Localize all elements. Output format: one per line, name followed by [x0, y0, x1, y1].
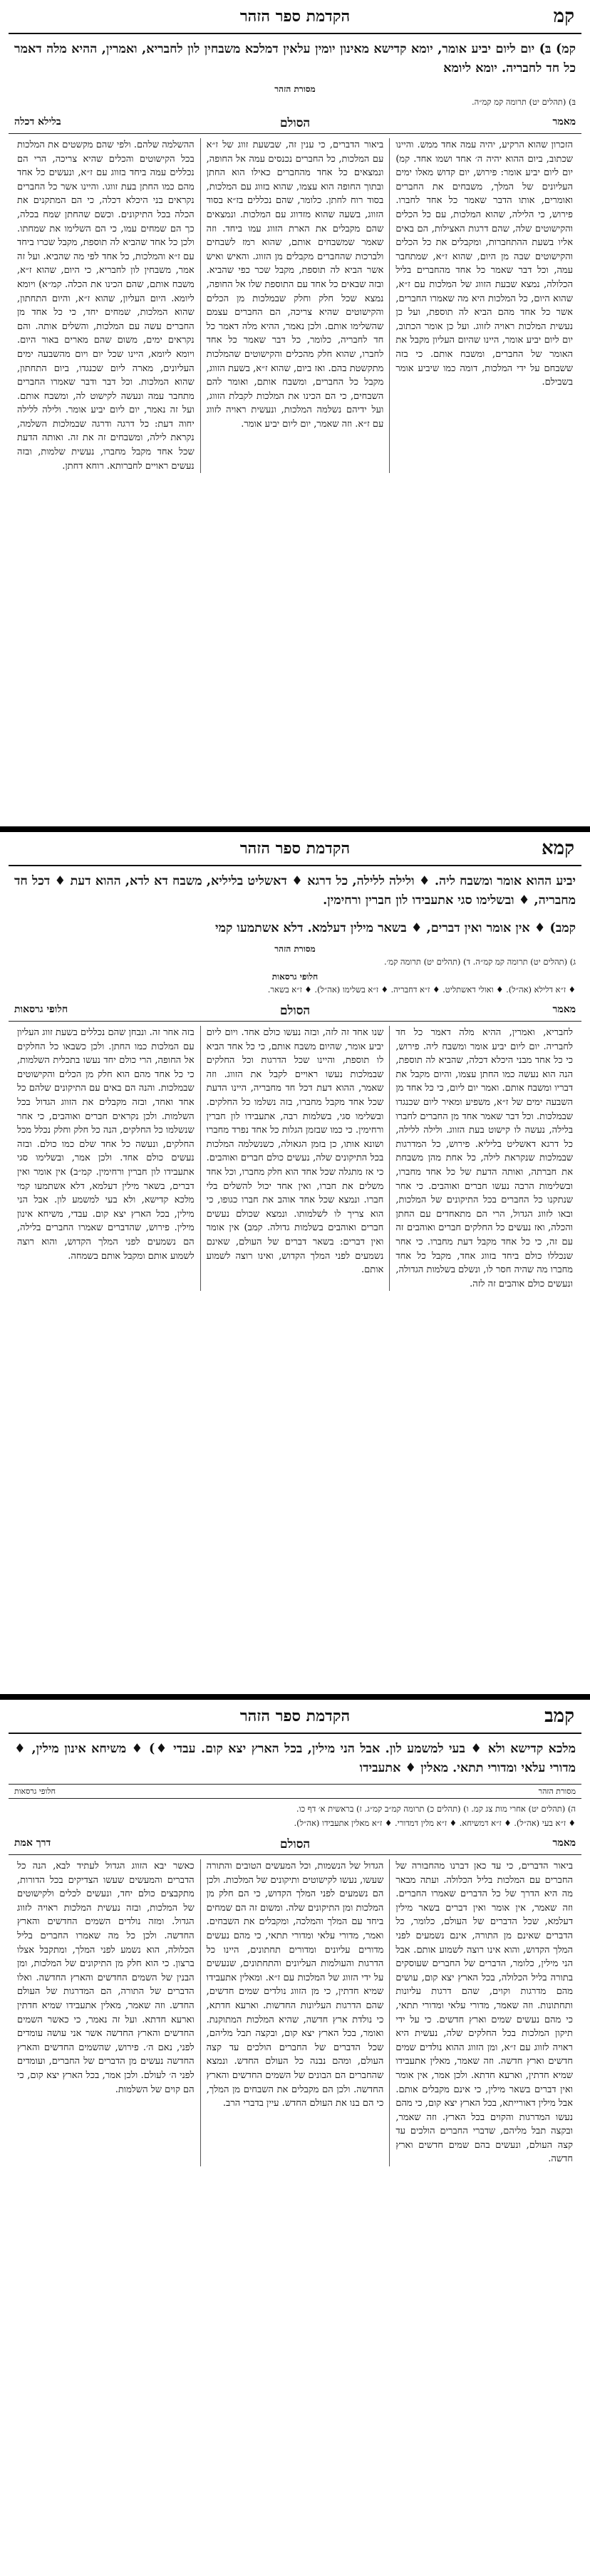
page-3 — [0, 1700, 590, 2576]
page-title: הקדמת ספר הזהר — [239, 1707, 351, 1725]
masoret-title: מסורת הזהר — [538, 1787, 576, 1796]
zohar-text-2: קמב) ♦ אין אומר ואין דברים, ♦ בשאר מילין דעלמא. דלא אשתמעו קמי — [214, 921, 576, 935]
masoret-ref: ג) (תהלים יט) תרומה קמ קמ״ה. ד) (תהלים יט) תרומה קמ׳. — [383, 957, 576, 967]
zohar-text: קמ) בּ) יום ליום יביע אומר, יומא קדישא מאינון יומין עלאין דמלכא משבחין לון לחבריא, ואמרין, ההיא מלה דאמר כל חד לחבריה. יומא ליומא — [14, 42, 576, 76]
page-number: קמא — [541, 838, 574, 859]
col-head-right: מאמר — [552, 1004, 576, 1015]
page-header — [9, 0, 581, 34]
masoret-title: מסורת הזהר — [274, 944, 316, 954]
page-title: הקדמת ספר הזהר — [239, 7, 351, 26]
page-divider — [0, 1694, 590, 1700]
zohar-text: מלכא קדישא ולא ♦ בעי למשמע לון. אבל הני מילין, בכל הארץ יצא קום. עבדי ♦) ♦ משיחא אינון מילין, ♦ מדורי עלאי ומדורי תתאי. מאלין ♦ אתעבידו — [14, 1742, 576, 1775]
commentary-col-left: בזה אחר זה. ונבחן שהם נכללים בשעת זווג העליון עם המלכות כמו החתן. ולכן כשבאו כל החלקים אל החופה, הרי כולם יחד נעשו בתכלית השלמות, כי כל אחד מהם הוא חלק מן הכלים והקישוטים שבמלכות. והנה הם באים עם התיקונים שלהם כל אחד ואחד, ובזה מקבלים את הזווג הגדול בכל השלמות. ולכן נקראים חברים ואוהבים, כי אחר שנשלמו כל החלקים, הנה כל חלק וחלק נכלל מכל החלקים, ונעשה כל אחד שלם כמו כולם. ובזה נעשים כולם אחד. ולכן אמר, ובשלימו סגי אתעבידו לון חברין ורחימין. קמ״ב) אין אומר ואין דברים, בשאר מילין דעלמא, דלא אשתמעו קמי מלכא קדישא, ולא בעי למשמע לון. אבל הני מילין, בכל הארץ יצא קום. עבדי, משיחא אינון מילין. פירוש, שהדברים שאמרו החברים בלילה, הם נשמעים לפני המלך הקדוש, והוא רוצה לשמוע אותם ומקבל אותם בשמחה. — [11, 1026, 201, 1291]
commentary-col-left: ההשלמה שלהם. ולפי שהם מקשטים את המלכות בכל הקישוטים והכלים שהיא צריכה, הרי הם נכללים עמה ביחד בזווג עם ז״א, ונעשים כל אחד מהם כמו החתן בעת זווגו. והיינו אשר כל החברים נקראים בני היכלא דכלה, כי הם המתקנים את הכלה בכל התיקונים. וכשם שהחתן שמח בכלה, כך הם שמחים עמו, כי הם השלימו את שמחתו. ולכן כל אחד שהביא לה תוספת, מקבל שכרו ביחד עם ז״א והמלכות, כל אחד לפי מה שהביא. ועל זה אמר, משבחין לון לחבריא, כי היום, שהוא ז״א, משבח אותם, שהם הכינו את הכלה. קמ״א) ויומא ליומא. היום העליון, שהוא ז״א, והיום התחתון, שהוא המלכות, שמחים יחד, כי כל אחד מן החברים עשה עם המלכות, והשלים אותה. והם נקראים ימים, משום שהם מארים באור היום. ויומא ליומא, היינו שכל יום ויום מהשבעה ימים העליונים, מארה ליום שכנגדו, ביום התחתון, שהוא המלכות. וכל דבר ודבר שאמרו החברים מתחבר עמה ונעשה לקישוט לה, ומשבח אותם. ועל זה נאמר, יום ליום יביע אומר. ולילה ללילה יחוה דעת: כל דרגה ודרגה שבמלכות השלמה, נקראת לילה, ומשבחים זה את זה. ואותה הדעת שכל אחד מקבל מחברו, נעשית שלמות, ובזה נעשים ראויים לחברותא. רוחא דחתן. — [11, 138, 201, 473]
col-head-mid: הסולם — [279, 1837, 311, 1852]
commentary-col-right: לחבריא, ואמרין, ההיא מלה דאמר כל חד לחבריה. יום ליום יביע אומר ומשבח ליה. פירוש, כי כל אחד מבני היכלא דכלה, שהביא לה תוספת, הנה הוא נעשה כמו החתן עצמו, והיום מקבל את דבריו ומשבח אותם. ואמר יום ליום, כי כל אחד מן השבעה ימים של ז״א, משפיע ומאיר ליום שכנגדו שבמלכות. וכל דבר שאמר אחד מן החברים לחברו בלילה, נעשה לו קישוט בעת הזווג. ולילה ללילה, כל דרגא דאשליט בליליא. פירוש, כל המדרגות שבמלכות שנקראת לילה, כל אחת מהן משבחת את חברתה, ואותה הדעת של כל אחד מחברו, ובשלימות הרבה נעשו חברים ואוהבים. כי אחר שנתקנו כל החברים בכל התיקונים של המלכות, ובאו לזווג הגדול, הרי הם מתאחדים עם החתן והכלה, ואז נעשים כל החלקים חברים ואוהבים זה עם זה, כי כל אחד מקבל דעת מחברו. כי אחר שנכללו כולם ביחד בזווג אחד, מקבל כל אחד מחברו מה שהיה חסר לו, ונשלם בשלמות הגדולה, ונעשים כולם אוהבים זה לזה. — [395, 1027, 573, 1289]
commentary-col-mid: הגדול של הנשמות, וכל המעשים הטובים והתורה שעשו, נעשו לקישוטים ותיקונים של המלכות. ולכן הם נשמעים לפני המלך הקדוש, כי הם חלק מן המלכות ומן התיקונים שלה. ומשום זה הם שמחים ביחד עם המלך והמלכה, ומקבלים את השבחים. ואמר, מדורי עלאי ומדורי תתאי, כי מהם נעשים מדורים עליונים ומדורים תחתונים, היינו כל הדרגות והעולמות העליונים והתחתונים, שנעשים על ידי הזווג של המלכות עם ז״א. ומאלין אתעבידו שמיא חדתין, כי מן הזווג נולדים שמים חדשים, שהם הדרגות העליונות החדשות. וארעא חדתא, כי נולדת ארץ חדשה, שהיא המלכות המתוקנת. ואומר, בכל הארץ יצא קום, ובקצה תבל מליהם, שכל הדברים של החברים הולכים עד קצה העולם, ומהם נבנה כל העולם החדש. ונמצא שהחברים הם הבונים של השמים החדשים והארץ החדשה. ולכן הם מקבלים את השבחים מן המלך, כי הם בנו את העולם החדש. עיין בדברי הרב. — [201, 1859, 390, 2166]
commentary-col-mid: ביאור הדברים, כי ענין זה, שבשעת זווג של ז״א עם המלכות, כל החברים נכנסים עמה אל החופה, ונמצאים כל אחד מהחברים כאילו הוא החתן ובתוך החופה הוא עצמו, שהוא בזווג עם המלכות, בסוד רוח לחתן. כלומר, שהם נכללים בז״א בסוד הזווג, בשעה שהוא מזדווג עם המלכות. ונמצאים שהם מקבלים את הארת הזווג עמו ביחד. וזה שאמר שמשבחים אותם, שהוא רמז לשבחים ולברכות שהחברים מקבלים מן הזווג. והאיש ואיש אשר הביא לה תוספת, מקבל שכר כפי שהביא. ובזה שבאים כל אחד עם התוספת שלו אל החופה, נמצא שכל חלק וחלק שבמלכות מן הכלים והקישוטים שהיא צריכה, הם החברים עצמם שהשלימו אותם. ולכן נאמר, ההיא מלה דאמר כל חד לחבריה, כלומר, כל דבר שאמר כל אחד לחברו, שהוא חלק מהכלים והקישוטים שהמלכות מתקשטת בהם. ואז ביום, שהוא ז״א, בשעת הזווג, מקבל כל החברים, ומשבח אותם, ואומר להם השבחים, כי הם הכינו את המלכות לקבלת הזווג, ועל ידיהם נשלמה המלכות, ונעשית ראויה לזווג עם ז״א. וזה שאמר, יום ליום יביע אומר. — [201, 138, 390, 473]
column-headings — [9, 1001, 581, 1022]
col-head-left: דרך אמת — [14, 1837, 51, 1849]
separator-row — [9, 1784, 581, 1799]
commentary-col-left: כאשר יבא הזווג הגדול לעתיד לבא, הנה כל הדברים והמעשים שעשו הצדיקים בכל הדורות, מתקבצים כולם יחד, ונעשים לכלים ולקישוטים של המלכות, ובזה נעשית המלכות ראויה לזווג הגדול. ומזה נולדים השמים החדשים והארץ החדשה. ולכן כל מה שאמרו החברים בליל הכלולה, הוא נשמע לפני המלך, ומתקבל אצלו ברצון. כי הוא חלק מן התיקונים של המלכות, ומן הבנין של השמים החדשים והארץ החדשה. ואלו הדברים של התורה, הם המדרגות של העולם החדש. וזה שאמר, מאלין אתעבידו שמיא חדתין וארעא חדתא. ועל זה נאמר, כי כאשר השמים החדשים והארץ החדשה אשר אני עושה עומדים לפני, נאם ה׳. פירוש, שהשמים החדשים והארץ החדשה נעשים מן הדברים של החברים, ועומדים לפני ה׳ לעולם. ולכן אמר, בכל הארץ יצא קום, כי הם קוים של השלמות. — [11, 1859, 201, 2166]
page-divider — [0, 826, 590, 832]
page-header — [9, 1700, 581, 1734]
alt-versions: ♦ ז״א בעי (אה״ל). ♦ ז״א דמשיחא. ♦ ז״א מלין דמדורי. ♦ ז״א מאלין אתעבידו (אה״ל). — [294, 1818, 576, 1828]
commentary-col-right: הזכרון שהוא הרקיע, יהיה עמה אחד ממש. והיינו שכתוב, ביום ההוא יהיה ה׳ אחד ושמו אחד. קמ) יום ליום יביע אומר: פירוש, יום קדוש מאלו ימים העליונים של המלך, משבחים את החברים ואומרים, אותו הדבר שאמר כל אחד לחברו. פירוש, כי הלילה, שהוא המלכות, עם כל הכלים והקישוטים שלה, שהם דרגות האצילות, הם באים אליו בשעת ההתחברות, ומקבלים את כל הכלים והקישוטים שבה מן היום, שהוא ז״א, שמתחבר עמה, וכל דבר שאמר כל אחד מהחברים בליל הכלולה, נמצא שבעת הזווג של המלכות עם ז״א, שהוא היום, כל המלכות היא מה שאמרו החברים, אשר כל אחד מהם הביא לה תוספת, ועל כן נעשית המלכות ראויה לזווג. ועל כן אומר הכתוב, יום ליום יביע אומר, היינו שהיום העליון מקבל את האומר של החברים, ומשבח אותם. כי בזה ששבחם על ידי המלכות, דומה כמו שיביע אומר בשבילם. — [395, 140, 573, 388]
alt-versions: ♦ ז״א דלילא (אה״ל). ♦ ואולי דאשתליט. ♦ ז״א דחבריה. ♦ ז״א בשלימו (אה״ל). ♦ ז״א בשאר. — [267, 985, 576, 994]
column-headings — [9, 113, 581, 134]
col-head-mid: הסולם — [279, 1004, 311, 1018]
commentary-columns — [9, 1022, 581, 1295]
alt-versions-title: חלופי גרסאות — [14, 1787, 56, 1796]
commentary-columns — [9, 1855, 581, 2171]
col-head-left: בלילא דכלה — [14, 116, 61, 128]
commentary-col-right: ביאור הדברים, כי עד כאן דברנו מהחבורה של החברים עם המלכות בליל הכלולה. ועתה מבאר מה היא הדרך של כל הדברים שאמרו החברים. וזה שאמר, אין אומר ואין דברים בשאר מילין דעלמא, שכל הדברים של העולם, כלומר, כל הדברים שאינם מן התורה, אינם נשמעים לפני המלך הקדוש, והוא אינו רוצה לשמוע אותם. אבל הני מילין, כלומר, הדברים של החברים שעוסקים בתורה בליל הכלולה, בכל הארץ יצא קום, עושים מהם מדרגות וקוים, שהם דרגות עליונות ותחתונות. וזה שאמר, מדורי עלאי ומדורי תתאי, כי מהם נעשים שמים וארץ חדשים. כי על ידי תיקון המלכות בכל החלקים שלה, נעשית היא ראויה לזווג עם ז״א, ומן הזווג ההוא נולדים שמים חדשים וארץ חדשה. וזה שאמר, מאלין אתעבידו שמיא חדתין, וארעא חדתא. ולכן אמר, אין אומר ואין דברים בשאר מילין, כי אינם מקבלים אותם. אבל מילין דאורייתא, בכל הארץ יצא קום, כי מהם נעשו המדרגות והקוים בכל הארץ. וזה שאמר, ובקצה תבל מליהם, שדברי החברים הולכים עד קצה העולם, ונעשים בהם שמים חדשים וארץ חדשה. — [395, 1861, 573, 2165]
page-header — [9, 832, 581, 866]
masoret-ref: בּ) (תהלים יט) תרומה קמ קמ״ה. — [471, 97, 576, 107]
col-head-mid: הסולם — [279, 116, 311, 130]
column-headings — [9, 1834, 581, 1855]
commentary-columns — [9, 134, 581, 477]
alt-versions-title: חלופי גרסאות — [271, 972, 319, 982]
col-head-right: מאמר — [552, 1837, 576, 1849]
page-number: קמב — [544, 1705, 574, 1727]
col-head-right: מאמר — [552, 116, 576, 128]
col-head-left: חלופי גרסאות — [14, 1004, 68, 1015]
masoret-title: מסורת הזהר — [274, 84, 316, 94]
page-2 — [0, 832, 590, 1694]
page-1 — [0, 0, 590, 826]
masoret-ref: ה) (תהלים יט) אחרי מות צג קמ. ו) (תהלים כ) תרומה קמ״ב קמ״ג. ז) בראשית א׳ דף כו. — [296, 1804, 576, 1814]
page-title: הקדמת ספר הזהר — [239, 839, 351, 858]
page-number: קמ — [553, 6, 574, 27]
commentary-col-mid: שנו אחד זה לזה, ובזה נעשו כולם אחד. ויום ליום יביע אומר, שהיום משבח אותם, כי כל אחד הביא לו תוספת, והיינו שכל הדרגות וכל החלקים שבמלכות נעשו ראויים לקבל את הזווג. וזה שאמר, ההוא דעת דכל חד מחבריה, היינו הדעת שכל אחד מקבל מחברו, בזה נשלמו כל החלקים. ובשלימו סגי, בשלמות רבה, אתעבידו לון חברין ורחימין. כי כמו שבזמן הגלות כל אחד נפרד מחברו ושונא אותו, כן בזמן הגאולה, כשנשלמה המלכות בכל התיקונים שלה, נעשים כולם חברים ואוהבים. כי אז מתגלה שכל אחד הוא חלק מחברו, וכל אחד משלים את חברו, ואין אחד יכול להשלים בלי חברו. ונמצא שכל אחד אוהב את חברו כגופו, כי הוא צריך לו לשלמותו. ונמצא שכולם נעשים חברים ואוהבים בשלמות גדולה. קמב) אין אומר ואין דברים: בשאר דברים של העולם, שאינם נשמעים לפני המלך הקדוש, ואינו רוצה לשמוע אותם. — [201, 1026, 390, 1291]
zohar-text: יביע ההוא אומר ומשבח ליה. ♦ ולילה ללילה, כל דרגא ♦ דאשליט בליליא, משבח דא לדא, ההוא דעת ♦ דכל חד מחבריה, ♦ ובשלימו סגי אתעבידו לון חברין ורחימין. — [14, 874, 576, 908]
